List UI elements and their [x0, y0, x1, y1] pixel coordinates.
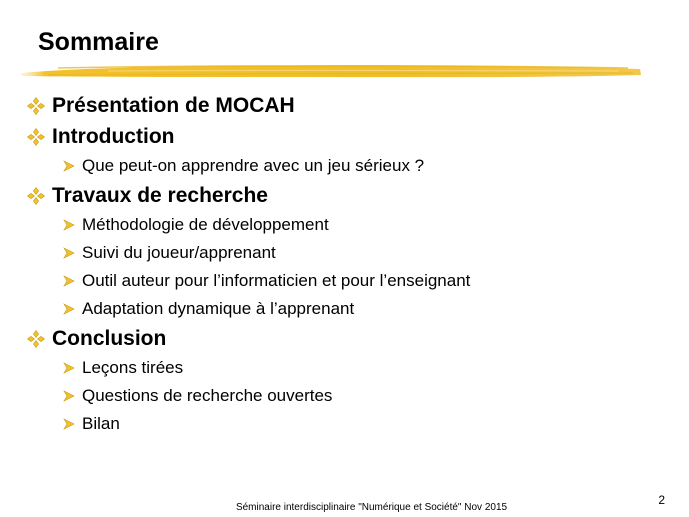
- subsection-label: Leçons tirées: [82, 358, 184, 377]
- subsection-item: [26, 295, 666, 323]
- section-item: [26, 121, 666, 152]
- arrowhead-icon: [62, 158, 82, 174]
- arrowhead-icon: [62, 416, 82, 432]
- title-underline-brushstroke: [18, 60, 643, 82]
- arrowhead-icon: [62, 273, 82, 289]
- section-item: [26, 323, 666, 354]
- subsection-item: [26, 354, 666, 382]
- page-number: 2: [658, 493, 665, 507]
- subsection-item: [26, 211, 666, 239]
- four-diamond-icon: [26, 186, 52, 206]
- four-diamond-icon: [26, 329, 52, 349]
- slide-footer: Séminaire interdisciplinaire "Numérique et Société" Nov 2015: [235, 502, 508, 513]
- arrowhead-icon: [62, 217, 82, 233]
- subsection-label: Bilan: [82, 414, 120, 433]
- four-diamond-icon: [26, 96, 52, 116]
- section-label: Conclusion: [52, 326, 167, 350]
- subsection-item: [26, 239, 666, 267]
- subsection-label: Que peut-on apprendre avec un jeu sérieux ?: [82, 156, 425, 175]
- outline-list: [26, 90, 666, 438]
- arrowhead-icon: [62, 245, 82, 261]
- subsection-label: Suivi du joueur/apprenant: [82, 243, 276, 262]
- arrowhead-icon: [62, 360, 82, 376]
- arrowhead-icon: [62, 301, 82, 317]
- arrowhead-icon: [62, 388, 82, 404]
- subsection-item: [26, 382, 666, 410]
- subsection-item: [26, 267, 666, 295]
- slide-title: Sommaire: [38, 28, 159, 56]
- subsection-label: Outil auteur pour l’informaticien et pour l’enseignant: [82, 271, 471, 290]
- section-label: Travaux de recherche: [52, 183, 268, 207]
- subsection-label: Méthodologie de développement: [82, 215, 329, 234]
- four-diamond-icon: [26, 127, 52, 147]
- section-item: [26, 90, 666, 121]
- subsection-item: [26, 152, 666, 180]
- section-label: Présentation de MOCAH: [52, 93, 295, 117]
- subsection-item: [26, 410, 666, 438]
- subsection-label: Questions de recherche ouvertes: [82, 386, 333, 405]
- subsection-label: Adaptation dynamique à l’apprenant: [82, 299, 355, 318]
- section-item: [26, 180, 666, 211]
- section-label: Introduction: [52, 124, 175, 148]
